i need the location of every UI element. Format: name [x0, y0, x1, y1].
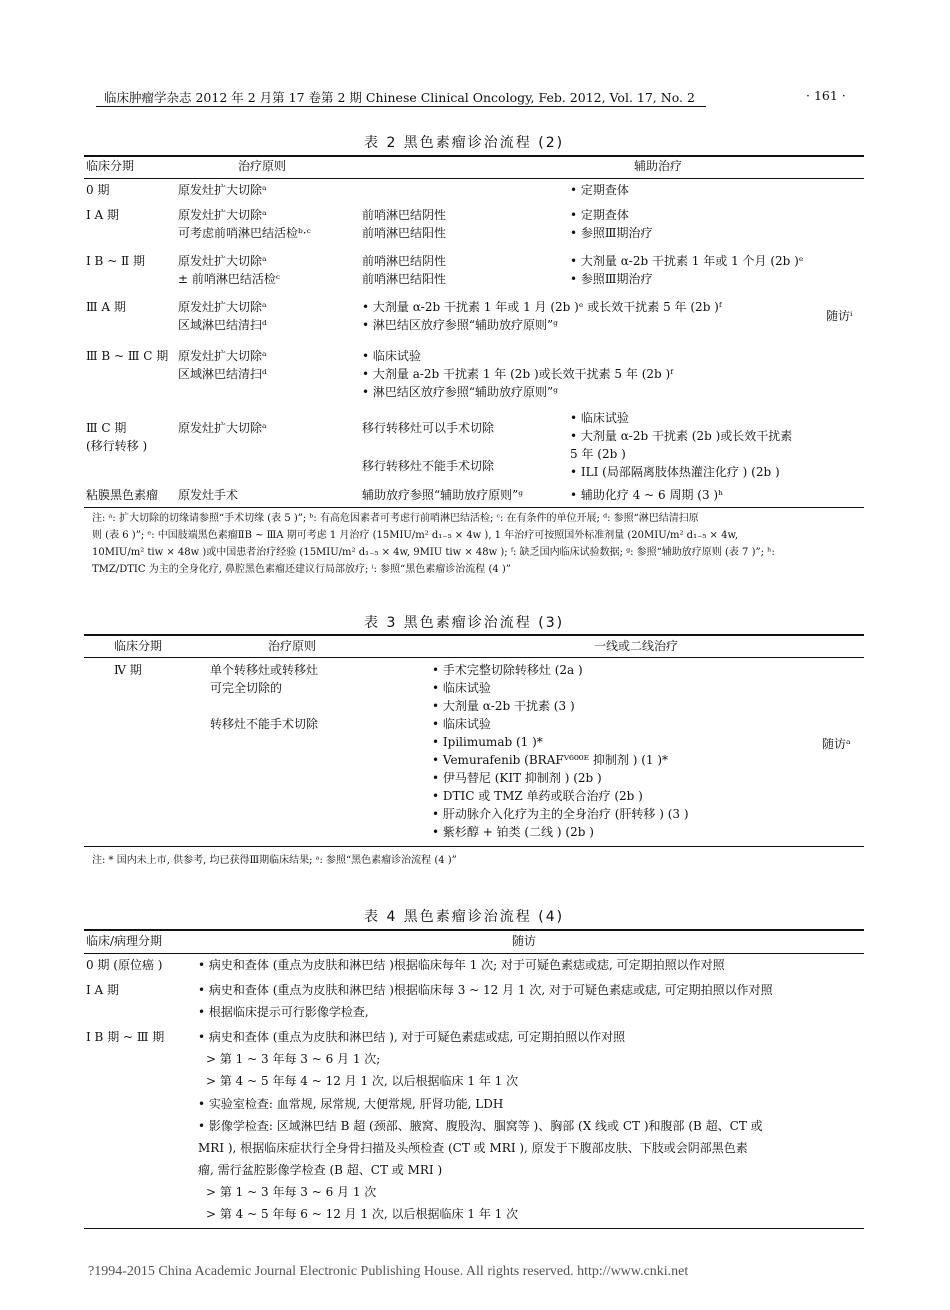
table4-header-rule: [84, 953, 864, 954]
page-number: · 161 ·: [806, 88, 846, 103]
table3-treatment-3: • 大剂量 α-2b 干扰素 (3 ): [432, 699, 575, 713]
table3-note: 注: * 国内未上市, 供参考, 均已获得Ⅲ期临床结果; ᵃ: 参照“黑色素瘤诊治流程 (4 )”: [92, 855, 457, 866]
table3-header-treatment: 一线或二线治疗: [594, 639, 679, 653]
table2-row3-middle-2: • 淋巴结区放疗参照“辅助放疗原则”ᵍ: [362, 318, 558, 332]
table2-row2-adjuvant-1: • 大剂量 α-2b 干扰素 1 年或 1 个月 (2b )ᵉ: [570, 254, 804, 268]
table2-note-4: TMZ/DTIC 为主的全身化疗, 鼻腔黑色素瘤还建议行局部放疗; ⁱ: 参照“黑色素瘤诊治流程 (4 )”: [92, 564, 511, 575]
table3-treatment-10: • 紫杉醇 + 铂类 (二线 ) (2b ): [432, 825, 594, 839]
table4-row2-line-7: 瘤, 需行盆腔影像学检查 (B 超、CT 或 MRI ): [198, 1163, 443, 1177]
table3-principle-2: 可完全切除的: [210, 681, 283, 695]
table2-row4-stage: Ⅲ B ~ Ⅲ C 期: [86, 349, 169, 363]
table2-row5-principle: 原发灶扩大切除ᵃ: [178, 421, 267, 435]
table2-row4-principle-2: 区域淋巴结清扫ᵈ: [178, 367, 267, 381]
table2-header-stage: 临床分期: [86, 159, 135, 173]
table2-row6-principle: 原发灶手术: [178, 488, 239, 502]
table4-row2-line-3: > 第 4 ~ 5 年每 4 ~ 12 月 1 次, 以后根据临床 1 年 1 次: [206, 1074, 519, 1088]
table2-row1-principle-1: 原发灶扩大切除ᵃ: [178, 208, 267, 222]
table3-top-rule: [84, 634, 864, 636]
table2-row5-adjuvant-1: • 临床试验: [570, 411, 629, 425]
table4-row0-line-1: • 病史和查体 (重点为皮肤和淋巴结 )根据临床每年 1 次; 对于可疑色素痣或痣, 可定期拍照以作对照: [198, 958, 725, 972]
header-rule: [96, 106, 706, 107]
table2-row5-middle-2: 移行转移灶不能手术切除: [362, 459, 495, 473]
table4-title: 表 4 黑色素瘤诊治流程 (4): [364, 909, 565, 925]
table2-top-rule: [84, 155, 864, 157]
copyright-footer: ?1994-2015 China Academic Journal Electronic Publishing House. All rights reserved. http://www.cnki.net: [88, 1264, 689, 1279]
table2-note-2: 则 (表 6 )”; ᵉ: 中国肢端黑色素瘤ⅡB ~ ⅢA 期可考虑 1 月治疗 (15MIU/m² d₁₋₅ × 4w ), 1 年治疗可按照国外标准剂量 (20MIU/m² d₁₋₅ × 4w,: [92, 530, 739, 541]
table4-row2-line-6: MRI ), 根据临床症状行全身骨扫描及头颅检查 (CT 或 MRI ), 原发于下腹部皮肤、下肢或会阴部黑色素: [198, 1141, 748, 1155]
table2-row0-adjuvant: • 定期查体: [570, 183, 629, 197]
table2-row5-stage-2: (移行转移 ): [86, 439, 148, 453]
table4-bottom-rule: [84, 1228, 864, 1229]
running-header: 临床肿瘤学杂志 2012 年 2 月第 17 卷第 2 期 Chinese Clinical Oncology, Feb. 2012, Vol. 17, No. 2: [104, 90, 695, 105]
table2-row5-adjuvant-3: 5 年 (2b ): [570, 447, 626, 461]
table2-row6-stage: 粘膜黑色素瘤: [86, 488, 159, 502]
table2-row0-principle: 原发灶扩大切除ᵃ: [178, 183, 267, 197]
table3-treatment-9: • 肝动脉介入化疗为主的全身治疗 (肝转移 ) (3 ): [432, 807, 689, 821]
table2-row4-middle-1: • 临床试验: [362, 349, 421, 363]
table3-treatment-6: • Vemurafenib (BRAFⱽ⁶⁰⁰ᴱ 抑制剂 ) (1 )*: [432, 753, 669, 767]
table2-header-adjuvant: 辅助治疗: [634, 159, 683, 173]
table2-row1-middle-1: 前哨淋巴结阴性: [362, 208, 447, 222]
table4-row1-line-2: • 根据临床提示可行影像学检查,: [198, 1005, 369, 1019]
table4-header-stage: 临床/病理分期: [86, 934, 163, 948]
table3-principle-3: 转移灶不能手术切除: [210, 717, 319, 731]
table4-row2-line-2: > 第 1 ~ 3 年每 3 ~ 6 月 1 次;: [206, 1052, 381, 1066]
table2-row3-stage: Ⅲ A 期: [86, 300, 126, 314]
table2-bottom-rule: [84, 507, 864, 508]
table3-title: 表 3 黑色素瘤诊治流程 (3): [364, 615, 565, 631]
table4-row2-line-9: > 第 4 ~ 5 年每 6 ~ 12 月 1 次, 以后根据临床 1 年 1 次: [206, 1207, 519, 1221]
table2-header-rule: [84, 178, 864, 179]
table2-row2-middle-2: 前哨淋巴结阳性: [362, 272, 447, 286]
table4-top-rule: [84, 929, 864, 931]
table3-treatment-4: • 临床试验: [432, 717, 491, 731]
table2-row6-adjuvant: • 辅助化疗 4 ~ 6 周期 (3 )ʰ: [570, 488, 724, 502]
table4-row2-line-4: • 实验室检查: 血常规, 尿常规, 大便常规, 肝肾功能, LDH: [198, 1097, 504, 1111]
table2-row3-principle-1: 原发灶扩大切除ᵃ: [178, 300, 267, 314]
table3-treatment-8: • DTIC 或 TMZ 单药或联合治疗 (2b ): [432, 789, 643, 803]
table2-row1-adjuvant-1: • 定期查体: [570, 208, 629, 222]
table2-row4-principle-1: 原发灶扩大切除ᵃ: [178, 349, 267, 363]
table3-treatment-5: • Ipilimumab (1 )*: [432, 735, 543, 749]
table4-row1-stage: Ⅰ A 期: [86, 983, 120, 997]
table2-row1-adjuvant-2: • 参照Ⅲ期治疗: [570, 226, 653, 240]
table3-followup: 随访ᵃ: [822, 737, 851, 751]
table2-row2-stage: Ⅰ B ~ Ⅱ 期: [86, 254, 146, 268]
table2-row2-principle-1: 原发灶扩大切除ᵃ: [178, 254, 267, 268]
table4-row2-line-5: • 影像学检查: 区域淋巴结 B 超 (颈部、腋窝、腹股沟、腘窝等 )、胸部 (X 线或 CT )和腹部 (B 超、CT 或: [198, 1119, 763, 1133]
table2-row2-middle-1: 前哨淋巴结阴性: [362, 254, 447, 268]
table4-row1-line-1: • 病史和查体 (重点为皮肤和淋巴结 )根据临床每 3 ~ 12 月 1 次, 对于可疑色素痣或痣, 可定期拍照以作对照: [198, 983, 773, 997]
table2-row4-middle-3: • 淋巴结区放疗参照“辅助放疗原则”ᵍ: [362, 385, 558, 399]
table4-row2-line-1: • 病史和查体 (重点为皮肤和淋巴结 ), 对于可疑色素痣或痣, 可定期拍照以作对照: [198, 1030, 626, 1044]
table2-title: 表 2 黑色素瘤诊治流程 (2): [364, 135, 565, 151]
table2-note-1: 注: ᵃ: 扩大切除的切缘请参照“手术切缘 (表 5 )”; ᵇ: 有高危因素者可考虑行前哨淋巴结活检; ᶜ: 在有条件的单位开展; ᵈ: 参照“淋巴结清扫原: [92, 513, 699, 524]
table2-row3-principle-2: 区域淋巴结清扫ᵈ: [178, 318, 267, 332]
table3-header-stage: 临床分期: [114, 639, 163, 653]
table2-row4-middle-2: • 大剂量 a-2b 干扰素 1 年 (2b )或长效干扰素 5 年 (2b )ᶠ: [362, 367, 673, 381]
table2-row3-middle-1: • 大剂量 α-2b 干扰素 1 年或 1 月 (2b )ᵉ 或长效干扰素 5 年 (2b )ᶠ: [362, 300, 722, 314]
table3-stage: Ⅳ 期: [114, 663, 142, 677]
table2-note-3: 10MIU/m² tiw × 48w )或中国患者治疗经验 (15MIU/m² d₁₋₅ × 4w, 9MIU tiw × 48w ); ᶠ: 缺乏国内临床试验数据; ᵍ: 参照“辅助放疗原则 (表 7 )”; ʰ:: [92, 547, 775, 558]
table2-row5-adjuvant-2: • 大剂量 α-2b 干扰素 (2b )或长效干扰素: [570, 429, 793, 443]
table3-treatment-1: • 手术完整切除转移灶 (2a ): [432, 663, 583, 677]
table2-row6-middle: 辅助放疗参照“辅助放疗原则”ᵍ: [362, 488, 524, 502]
table2-row5-stage-1: Ⅲ C 期: [86, 421, 127, 435]
table2-row2-adjuvant-2: • 参照Ⅲ期治疗: [570, 272, 653, 286]
table2-row5-middle-1: 移行转移灶可以手术切除: [362, 421, 495, 435]
table3-principle-1: 单个转移灶或转移灶: [210, 663, 319, 677]
table4-row2-line-8: > 第 1 ~ 3 年每 3 ~ 6 月 1 次: [206, 1185, 377, 1199]
table3-header-principle: 治疗原则: [268, 639, 317, 653]
table2-row5-adjuvant-4: • ILI (局部隔离肢体热灌注化疗 ) (2b ): [570, 465, 780, 479]
table3-treatment-7: • 伊马替尼 (KIT 抑制剂 ) (2b ): [432, 771, 602, 785]
table4-header-followup: 随访: [512, 934, 537, 948]
table2-header-principle: 治疗原则: [238, 159, 287, 173]
table3-header-rule: [84, 657, 864, 658]
table3-treatment-2: • 临床试验: [432, 681, 491, 695]
table2-row1-principle-2: 可考虑前哨淋巴结活检ᵇ·ᶜ: [178, 226, 311, 240]
table4-row0-stage: 0 期 (原位癌 ): [86, 958, 163, 972]
table2-row1-stage: Ⅰ A 期: [86, 208, 120, 222]
table3-bottom-rule: [84, 846, 864, 847]
table2-followup: 随访ⁱ: [826, 309, 853, 323]
table2-row0-stage: 0 期: [86, 183, 110, 197]
table2-row2-principle-2: ± 前哨淋巴结活检ᶜ: [178, 272, 281, 286]
table4-row2-stage: Ⅰ B 期 ~ Ⅲ 期: [86, 1030, 165, 1044]
table2-row1-middle-2: 前哨淋巴结阳性: [362, 226, 447, 240]
